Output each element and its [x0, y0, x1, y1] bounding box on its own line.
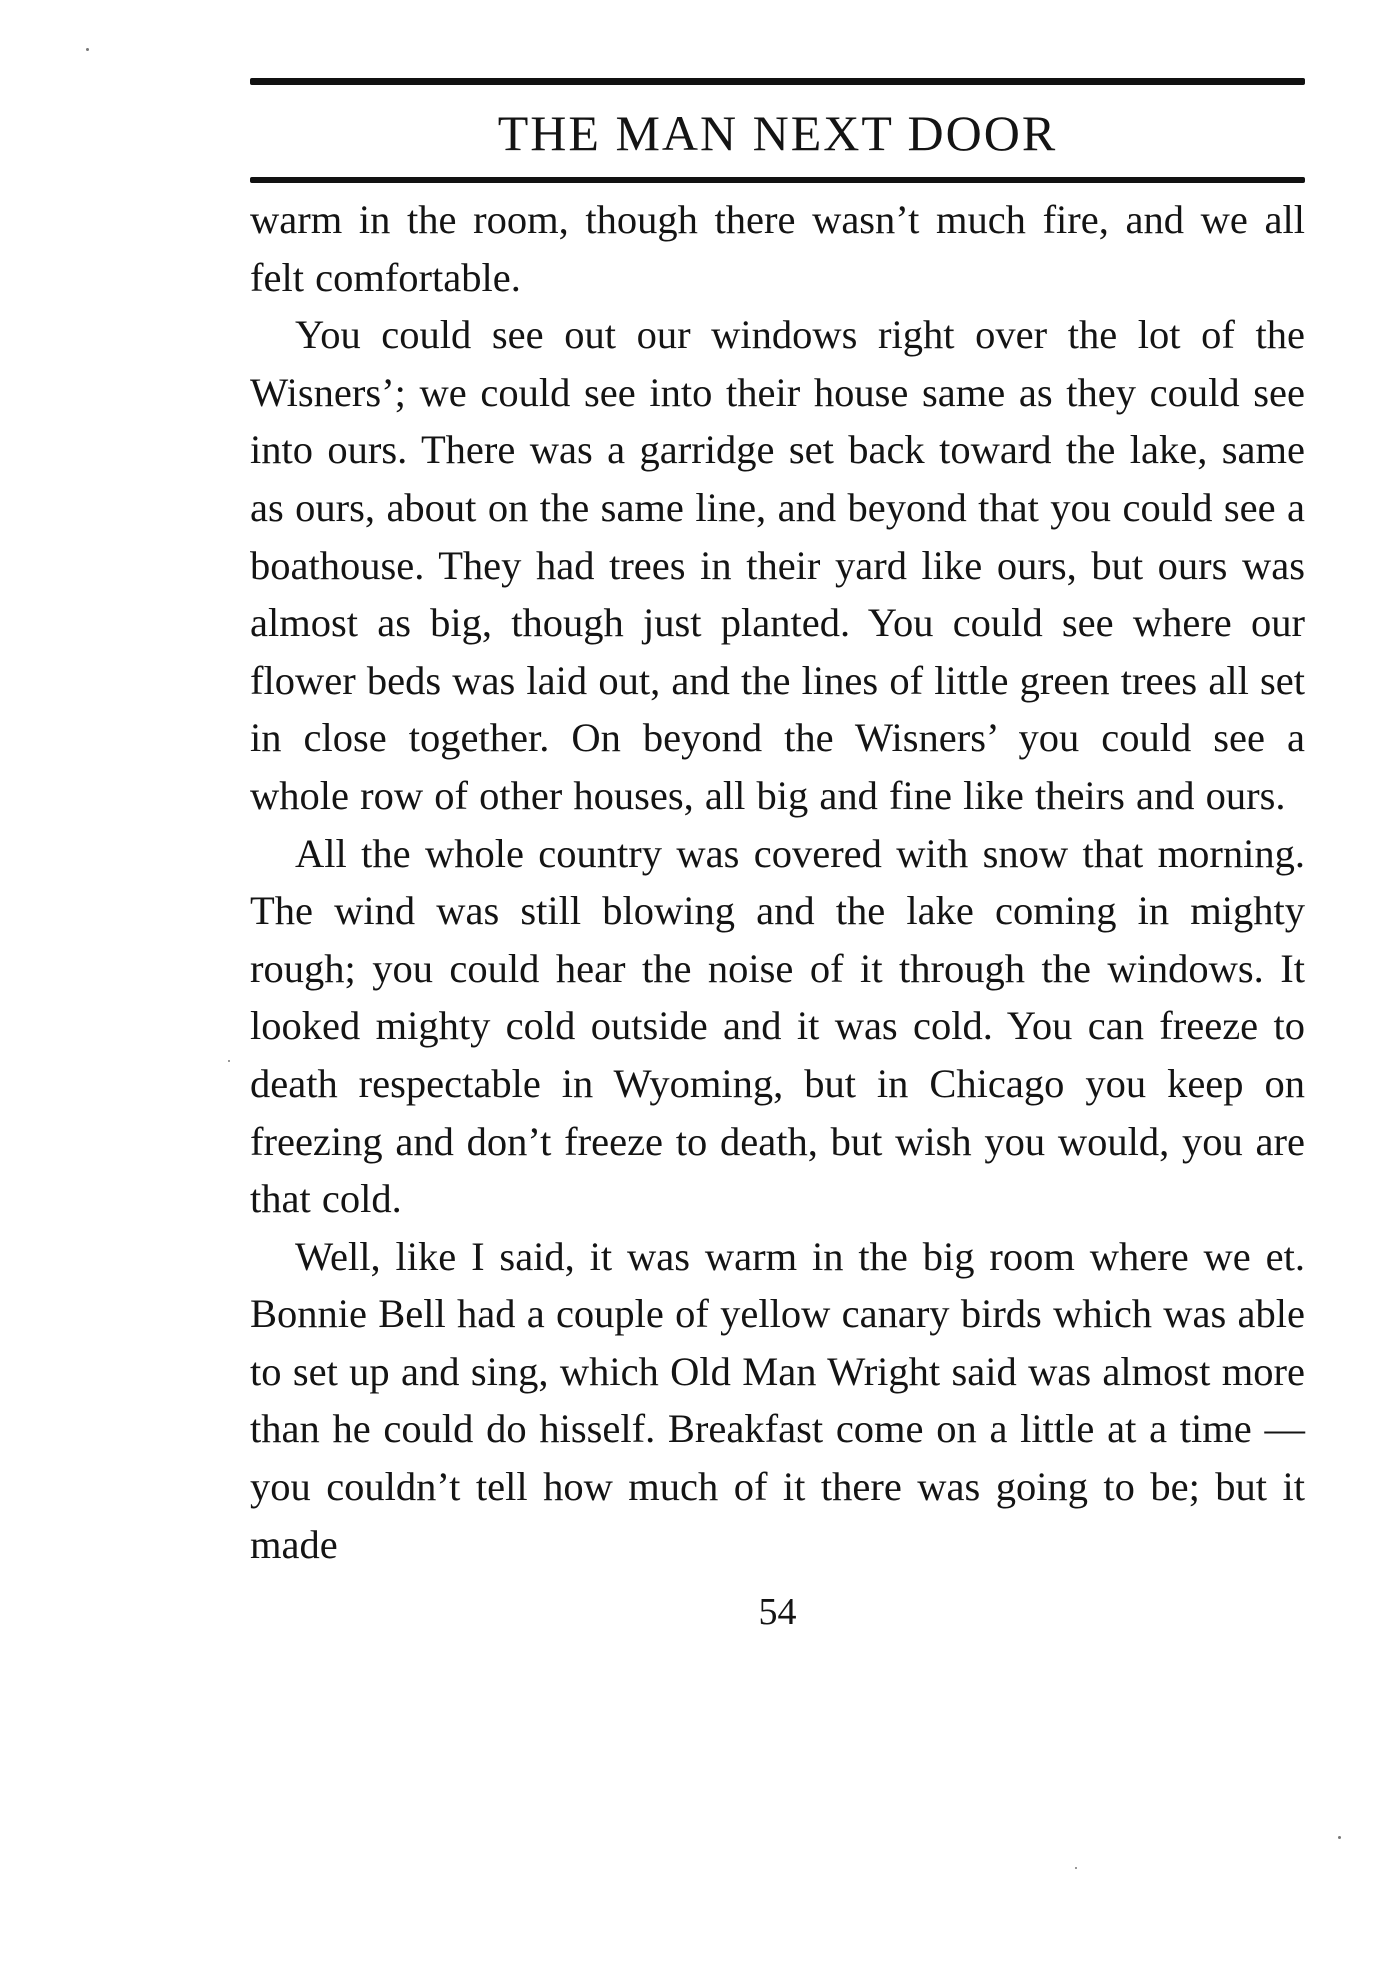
paragraph-4: Well, like I said, it was warm in the big room where we et. Bonnie Bell had a couple of yellow canary birds which was able to set up and sing, which Old Man Wright said was almost more than he could do hisself. Breakfast come on a little at a time — you couldn’t tell how much of it there was going to be; but it made	[250, 1233, 1305, 1567]
running-title: THE MAN NEXT DOOR	[497, 105, 1058, 161]
scan-speck	[1075, 1867, 1077, 1869]
header-bottom-rule	[250, 177, 1305, 183]
scan-speck	[1338, 1836, 1341, 1839]
paragraph-3: All the whole country was covered with snow that morning. The wind was still blowing and the lake coming in mighty rough; you could hear the noise of it through the windows. It looked mighty cold outside and it was cold. You can freeze to death respectable in Wyoming, but in Chicago you keep on freezing and don’t freeze to death, but wish you would, you are that cold.	[250, 830, 1305, 1222]
body-text	[250, 191, 1305, 1573]
scan-speck	[228, 1060, 230, 1062]
page-number: 54	[758, 1591, 797, 1634]
book-page	[250, 78, 1305, 1637]
header-top-rule	[250, 78, 1305, 85]
paragraph-1: warm in the room, though there wasn’t much fire, and we all felt comfortable.	[250, 197, 1305, 300]
paragraph-2: You could see out our windows right over the lot of the Wisners’; we could see into their house same as they could see into ours. There was a garridge set back toward the lake, same as ours, about on the same line, and beyond that you could see a boathouse. They had trees in their yard like ours, but ours was almost as big, though just planted. You could see where our flower beds was laid out, and the lines of little green trees all set in close together. On beyond the Wisners’ you could see a whole row of other houses, all big and fine like theirs and ours.	[250, 312, 1305, 818]
scan-speck	[86, 48, 89, 51]
